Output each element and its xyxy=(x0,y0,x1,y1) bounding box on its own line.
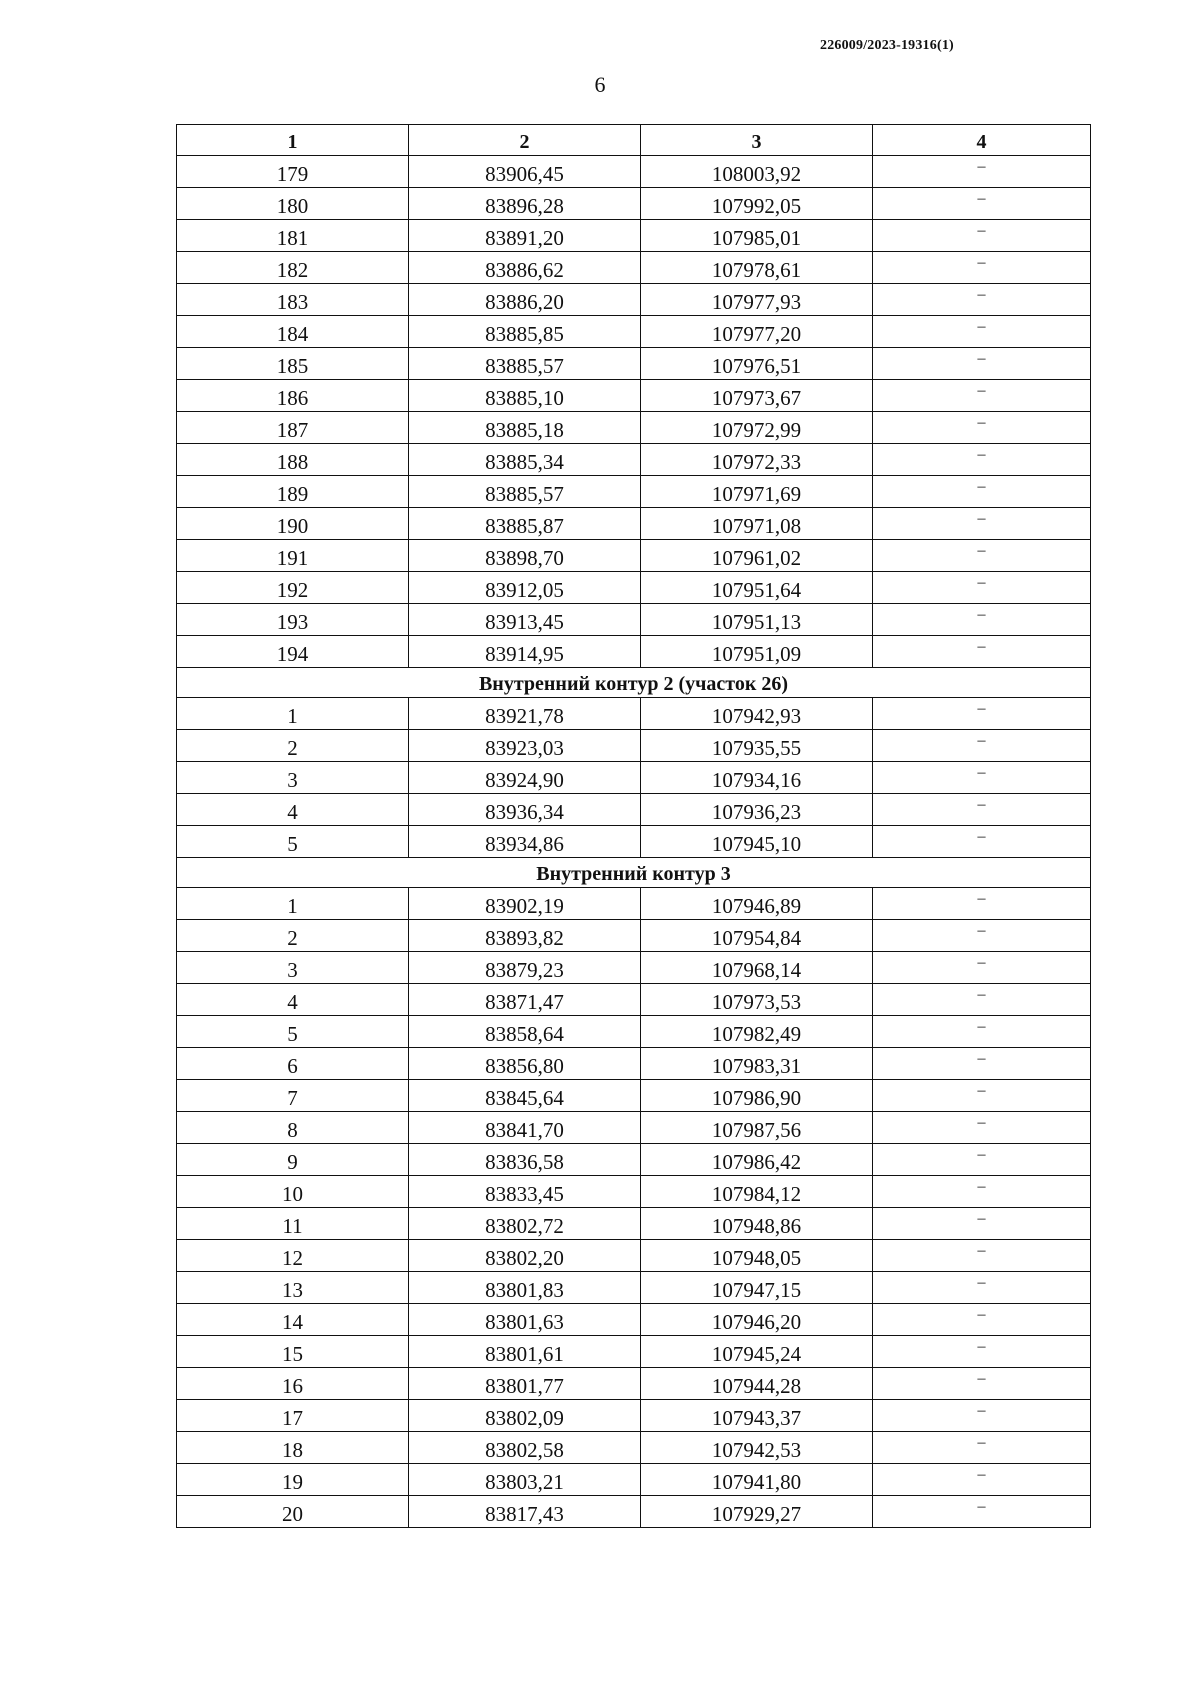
table-row xyxy=(177,1112,1091,1144)
table-row xyxy=(177,920,1091,952)
x-coordinate-cell: 83856,80 xyxy=(409,1048,641,1080)
column-header: 3 xyxy=(641,125,873,156)
x-coordinate-cell: 83802,58 xyxy=(409,1432,641,1464)
coordinates-table xyxy=(176,124,1091,1528)
note-cell: – xyxy=(873,1080,1091,1112)
table-row xyxy=(177,888,1091,920)
point-number-cell: 5 xyxy=(177,826,409,858)
note-cell: – xyxy=(873,730,1091,762)
point-number-cell: 179 xyxy=(177,156,409,188)
note-cell: – xyxy=(873,412,1091,444)
note-cell: – xyxy=(873,1112,1091,1144)
point-number-cell: 5 xyxy=(177,1016,409,1048)
y-coordinate-cell: 107935,55 xyxy=(641,730,873,762)
note-cell: – xyxy=(873,188,1091,220)
table-row xyxy=(177,540,1091,572)
note-cell: – xyxy=(873,1400,1091,1432)
document-id: 226009/2023-19316(1) xyxy=(820,38,954,53)
y-coordinate-cell: 107985,01 xyxy=(641,220,873,252)
point-number-cell: 189 xyxy=(177,476,409,508)
x-coordinate-cell: 83833,45 xyxy=(409,1176,641,1208)
note-cell: – xyxy=(873,156,1091,188)
note-cell: – xyxy=(873,1464,1091,1496)
y-coordinate-cell: 107971,08 xyxy=(641,508,873,540)
note-cell: – xyxy=(873,572,1091,604)
x-coordinate-cell: 83879,23 xyxy=(409,952,641,984)
x-coordinate-cell: 83934,86 xyxy=(409,826,641,858)
table-row xyxy=(177,1048,1091,1080)
note-cell: – xyxy=(873,444,1091,476)
x-coordinate-cell: 83801,83 xyxy=(409,1272,641,1304)
x-coordinate-cell: 83841,70 xyxy=(409,1112,641,1144)
x-coordinate-cell: 83912,05 xyxy=(409,572,641,604)
y-coordinate-cell: 107987,56 xyxy=(641,1112,873,1144)
y-coordinate-cell: 107954,84 xyxy=(641,920,873,952)
x-coordinate-cell: 83817,43 xyxy=(409,1496,641,1528)
point-number-cell: 186 xyxy=(177,380,409,412)
x-coordinate-cell: 83885,18 xyxy=(409,412,641,444)
x-coordinate-cell: 83906,45 xyxy=(409,156,641,188)
x-coordinate-cell: 83921,78 xyxy=(409,698,641,730)
note-cell: – xyxy=(873,794,1091,826)
point-number-cell: 183 xyxy=(177,284,409,316)
y-coordinate-cell: 107983,31 xyxy=(641,1048,873,1080)
point-number-cell: 192 xyxy=(177,572,409,604)
note-cell: – xyxy=(873,476,1091,508)
table-row xyxy=(177,1080,1091,1112)
note-cell: – xyxy=(873,762,1091,794)
table-row xyxy=(177,188,1091,220)
y-coordinate-cell: 107972,33 xyxy=(641,444,873,476)
x-coordinate-cell: 83885,10 xyxy=(409,380,641,412)
note-cell: – xyxy=(873,284,1091,316)
point-number-cell: 2 xyxy=(177,730,409,762)
y-coordinate-cell: 107947,15 xyxy=(641,1272,873,1304)
section-title: Внутренний контур 3 xyxy=(177,858,1091,888)
y-coordinate-cell: 107934,16 xyxy=(641,762,873,794)
note-cell: – xyxy=(873,1240,1091,1272)
table-body xyxy=(177,156,1091,1528)
table-row xyxy=(177,252,1091,284)
table-row xyxy=(177,444,1091,476)
table-row xyxy=(177,412,1091,444)
y-coordinate-cell: 107986,42 xyxy=(641,1144,873,1176)
table-row xyxy=(177,1208,1091,1240)
y-coordinate-cell: 107973,67 xyxy=(641,380,873,412)
x-coordinate-cell: 83896,28 xyxy=(409,188,641,220)
y-coordinate-cell: 107944,28 xyxy=(641,1368,873,1400)
x-coordinate-cell: 83801,63 xyxy=(409,1304,641,1336)
table-header-row xyxy=(177,125,1091,156)
note-cell: – xyxy=(873,1144,1091,1176)
y-coordinate-cell: 107929,27 xyxy=(641,1496,873,1528)
page-number: 6 xyxy=(594,72,606,97)
point-number-cell: 4 xyxy=(177,984,409,1016)
x-coordinate-cell: 83801,61 xyxy=(409,1336,641,1368)
point-number-cell: 20 xyxy=(177,1496,409,1528)
point-number-cell: 194 xyxy=(177,636,409,668)
table-row xyxy=(177,1272,1091,1304)
note-cell: – xyxy=(873,636,1091,668)
note-cell: – xyxy=(873,984,1091,1016)
point-number-cell: 184 xyxy=(177,316,409,348)
table-row xyxy=(177,636,1091,668)
point-number-cell: 15 xyxy=(177,1336,409,1368)
note-cell: – xyxy=(873,826,1091,858)
table-row xyxy=(177,156,1091,188)
table-row xyxy=(177,1240,1091,1272)
table-row xyxy=(177,220,1091,252)
y-coordinate-cell: 107948,05 xyxy=(641,1240,873,1272)
note-cell: – xyxy=(873,698,1091,730)
note-cell: – xyxy=(873,316,1091,348)
note-cell: – xyxy=(873,604,1091,636)
point-number-cell: 1 xyxy=(177,888,409,920)
point-number-cell: 19 xyxy=(177,1464,409,1496)
x-coordinate-cell: 83845,64 xyxy=(409,1080,641,1112)
y-coordinate-cell: 107946,20 xyxy=(641,1304,873,1336)
x-coordinate-cell: 83914,95 xyxy=(409,636,641,668)
table-row xyxy=(177,1496,1091,1528)
note-cell: – xyxy=(873,380,1091,412)
table-row xyxy=(177,348,1091,380)
point-number-cell: 181 xyxy=(177,220,409,252)
note-cell: – xyxy=(873,1208,1091,1240)
y-coordinate-cell: 107961,02 xyxy=(641,540,873,572)
x-coordinate-cell: 83801,77 xyxy=(409,1368,641,1400)
point-number-cell: 6 xyxy=(177,1048,409,1080)
note-cell: – xyxy=(873,1016,1091,1048)
x-coordinate-cell: 83923,03 xyxy=(409,730,641,762)
point-number-cell: 14 xyxy=(177,1304,409,1336)
y-coordinate-cell: 107936,23 xyxy=(641,794,873,826)
x-coordinate-cell: 83802,72 xyxy=(409,1208,641,1240)
table-row xyxy=(177,1144,1091,1176)
x-coordinate-cell: 83902,19 xyxy=(409,888,641,920)
x-coordinate-cell: 83893,82 xyxy=(409,920,641,952)
point-number-cell: 9 xyxy=(177,1144,409,1176)
point-number-cell: 193 xyxy=(177,604,409,636)
y-coordinate-cell: 107948,86 xyxy=(641,1208,873,1240)
note-cell: – xyxy=(873,1432,1091,1464)
point-number-cell: 10 xyxy=(177,1176,409,1208)
y-coordinate-cell: 107946,89 xyxy=(641,888,873,920)
x-coordinate-cell: 83891,20 xyxy=(409,220,641,252)
x-coordinate-cell: 83885,57 xyxy=(409,348,641,380)
note-cell: – xyxy=(873,920,1091,952)
point-number-cell: 185 xyxy=(177,348,409,380)
column-header: 4 xyxy=(873,125,1091,156)
table-row xyxy=(177,1400,1091,1432)
y-coordinate-cell: 108003,92 xyxy=(641,156,873,188)
section-title: Внутренний контур 2 (участок 26) xyxy=(177,668,1091,698)
x-coordinate-cell: 83836,58 xyxy=(409,1144,641,1176)
y-coordinate-cell: 107951,64 xyxy=(641,572,873,604)
point-number-cell: 11 xyxy=(177,1208,409,1240)
note-cell: – xyxy=(873,252,1091,284)
point-number-cell: 2 xyxy=(177,920,409,952)
x-coordinate-cell: 83936,34 xyxy=(409,794,641,826)
y-coordinate-cell: 107982,49 xyxy=(641,1016,873,1048)
note-cell: – xyxy=(873,1336,1091,1368)
table-row xyxy=(177,316,1091,348)
x-coordinate-cell: 83858,64 xyxy=(409,1016,641,1048)
note-cell: – xyxy=(873,348,1091,380)
column-header: 2 xyxy=(409,125,641,156)
point-number-cell: 12 xyxy=(177,1240,409,1272)
y-coordinate-cell: 107977,20 xyxy=(641,316,873,348)
x-coordinate-cell: 83898,70 xyxy=(409,540,641,572)
y-coordinate-cell: 107942,53 xyxy=(641,1432,873,1464)
note-cell: – xyxy=(873,1048,1091,1080)
table-row xyxy=(177,1464,1091,1496)
note-cell: – xyxy=(873,1272,1091,1304)
y-coordinate-cell: 107951,13 xyxy=(641,604,873,636)
note-cell: – xyxy=(873,1304,1091,1336)
table-row xyxy=(177,380,1091,412)
point-number-cell: 180 xyxy=(177,188,409,220)
table-row xyxy=(177,952,1091,984)
table-row xyxy=(177,1368,1091,1400)
x-coordinate-cell: 83803,21 xyxy=(409,1464,641,1496)
x-coordinate-cell: 83885,34 xyxy=(409,444,641,476)
table-row xyxy=(177,1336,1091,1368)
y-coordinate-cell: 107992,05 xyxy=(641,188,873,220)
point-number-cell: 13 xyxy=(177,1272,409,1304)
table-row xyxy=(177,1016,1091,1048)
y-coordinate-cell: 107976,51 xyxy=(641,348,873,380)
table-row xyxy=(177,1176,1091,1208)
table-row xyxy=(177,604,1091,636)
table-row xyxy=(177,984,1091,1016)
y-coordinate-cell: 107978,61 xyxy=(641,252,873,284)
note-cell: – xyxy=(873,1176,1091,1208)
note-cell: – xyxy=(873,508,1091,540)
point-number-cell: 17 xyxy=(177,1400,409,1432)
x-coordinate-cell: 83886,20 xyxy=(409,284,641,316)
note-cell: – xyxy=(873,540,1091,572)
point-number-cell: 187 xyxy=(177,412,409,444)
table-row xyxy=(177,1432,1091,1464)
point-number-cell: 188 xyxy=(177,444,409,476)
point-number-cell: 190 xyxy=(177,508,409,540)
table-row xyxy=(177,284,1091,316)
point-number-cell: 7 xyxy=(177,1080,409,1112)
x-coordinate-cell: 83924,90 xyxy=(409,762,641,794)
note-cell: – xyxy=(873,1368,1091,1400)
section-row xyxy=(177,668,1091,698)
point-number-cell: 1 xyxy=(177,698,409,730)
table-row xyxy=(177,572,1091,604)
x-coordinate-cell: 83802,20 xyxy=(409,1240,641,1272)
y-coordinate-cell: 107977,93 xyxy=(641,284,873,316)
y-coordinate-cell: 107942,93 xyxy=(641,698,873,730)
point-number-cell: 8 xyxy=(177,1112,409,1144)
point-number-cell: 191 xyxy=(177,540,409,572)
table-row xyxy=(177,508,1091,540)
y-coordinate-cell: 107973,53 xyxy=(641,984,873,1016)
y-coordinate-cell: 107971,69 xyxy=(641,476,873,508)
point-number-cell: 4 xyxy=(177,794,409,826)
table-row xyxy=(177,794,1091,826)
y-coordinate-cell: 107984,12 xyxy=(641,1176,873,1208)
x-coordinate-cell: 83871,47 xyxy=(409,984,641,1016)
x-coordinate-cell: 83885,85 xyxy=(409,316,641,348)
y-coordinate-cell: 107951,09 xyxy=(641,636,873,668)
x-coordinate-cell: 83886,62 xyxy=(409,252,641,284)
point-number-cell: 3 xyxy=(177,762,409,794)
y-coordinate-cell: 107941,80 xyxy=(641,1464,873,1496)
note-cell: – xyxy=(873,1496,1091,1528)
section-row xyxy=(177,858,1091,888)
point-number-cell: 18 xyxy=(177,1432,409,1464)
note-cell: – xyxy=(873,888,1091,920)
column-header: 1 xyxy=(177,125,409,156)
y-coordinate-cell: 107945,10 xyxy=(641,826,873,858)
note-cell: – xyxy=(873,220,1091,252)
point-number-cell: 3 xyxy=(177,952,409,984)
table-row xyxy=(177,1304,1091,1336)
point-number-cell: 182 xyxy=(177,252,409,284)
table-row xyxy=(177,730,1091,762)
table-row xyxy=(177,476,1091,508)
x-coordinate-cell: 83885,87 xyxy=(409,508,641,540)
y-coordinate-cell: 107943,37 xyxy=(641,1400,873,1432)
x-coordinate-cell: 83885,57 xyxy=(409,476,641,508)
table-row xyxy=(177,762,1091,794)
y-coordinate-cell: 107968,14 xyxy=(641,952,873,984)
y-coordinate-cell: 107986,90 xyxy=(641,1080,873,1112)
x-coordinate-cell: 83913,45 xyxy=(409,604,641,636)
point-number-cell: 16 xyxy=(177,1368,409,1400)
table-row xyxy=(177,698,1091,730)
table-row xyxy=(177,826,1091,858)
note-cell: – xyxy=(873,952,1091,984)
y-coordinate-cell: 107972,99 xyxy=(641,412,873,444)
y-coordinate-cell: 107945,24 xyxy=(641,1336,873,1368)
x-coordinate-cell: 83802,09 xyxy=(409,1400,641,1432)
